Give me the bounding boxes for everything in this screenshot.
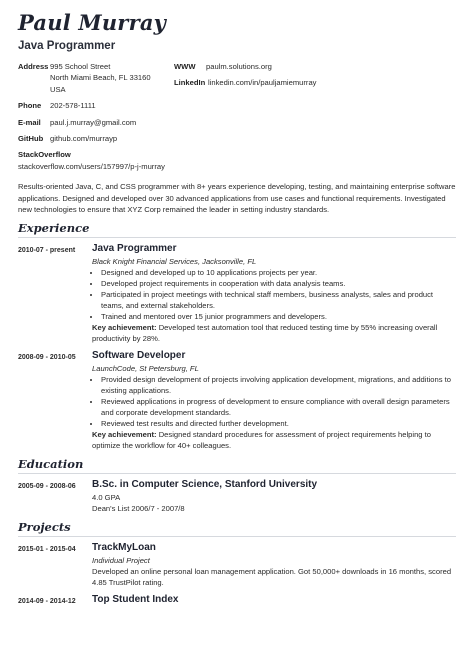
bullet-item: • Trained and mentored over 15 junior programmers and developers. xyxy=(101,311,456,322)
linkedin-value[interactable]: linkedin.com/in/pauljamiemurray xyxy=(208,78,317,88)
linkedin-label: LinkedIn xyxy=(174,78,206,88)
entry-body xyxy=(92,541,456,588)
candidate-name: Paul Murray xyxy=(18,10,167,35)
experience-entry xyxy=(18,242,456,344)
entry-date: 2015-01 - 2015-04 xyxy=(18,546,76,554)
www-label: WWW xyxy=(174,62,196,71)
entry-bullets xyxy=(92,267,456,322)
key-achievement-text: Developed test automation tool that reduced testing time by 55% increasing overall productivity by 28%. xyxy=(92,323,438,344)
contact-left-column xyxy=(18,61,174,172)
bullet-item: • Participated in project meetings with technical staff members, business analysts, sales and product teams, and external stakeholders. xyxy=(101,289,456,311)
bullet-item: • Developed project requirements in cooperation with data analysis teams. xyxy=(101,278,456,289)
entry-company: Black Knight Financial Services, Jacksonville, FL xyxy=(92,257,257,267)
stackoverflow-value[interactable]: stackoverflow.com/users/157997/p-j-murray xyxy=(18,161,165,171)
summary-paragraph: Results-oriented Java, C, and CSS programmer with 8+ years experience developing, testing, and maintaining enterprise software applications. Designed and developed over 30 advanced applications from use cases and functional requirements. Investigated new technologies to ensure that XYZ Corp remained the leader in setting industry standards. xyxy=(18,182,456,215)
section-divider xyxy=(18,473,456,474)
bullet-item: • Reviewed applications in progress of development to ensure compliance with overall design parameters and corporate development standards. xyxy=(101,396,456,418)
entry-title: TrackMyLoan xyxy=(92,542,156,554)
key-achievement-label: Key achievement: xyxy=(92,430,157,440)
stackoverflow-label: StackOverflow xyxy=(18,150,71,160)
contact-right-column xyxy=(174,61,456,172)
bullet-item: • Provided design development of projects involving application development, migrations, and additions to existing applications. xyxy=(101,374,456,396)
key-achievement-text: Designed standard procedures for assessment of project requirements helping to optimize the workflow for 40+ colleagues. xyxy=(92,430,431,451)
github-value[interactable]: github.com/murrayp xyxy=(50,134,118,144)
key-achievement-label: Key achievement: xyxy=(92,323,157,333)
entry-date: 2010-07 - present xyxy=(18,247,76,255)
github-row xyxy=(18,133,174,144)
stackoverflow-row xyxy=(18,149,174,172)
entry-body xyxy=(92,478,456,514)
project-entry xyxy=(18,593,456,607)
linkedin-row xyxy=(174,77,456,88)
experience-entry xyxy=(18,349,456,451)
address-line: USA xyxy=(50,84,66,94)
section-divider xyxy=(18,536,456,537)
entry-company: LaunchCode, St Petersburg, FL xyxy=(92,364,199,374)
entry-date: 2005-09 - 2008-06 xyxy=(18,483,76,491)
education-line: Dean's List 2006/7 - 2007/8 xyxy=(92,504,185,514)
entry-title: Top Student Index xyxy=(92,594,179,606)
address-line: North Miami Beach, FL 33160 xyxy=(50,73,151,83)
entry-body xyxy=(92,242,456,344)
address-line: 995 School Street xyxy=(50,62,111,71)
key-achievement xyxy=(92,429,456,451)
education-heading: Education xyxy=(18,457,84,472)
candidate-role: Java Programmer xyxy=(18,40,116,52)
projects-heading: Projects xyxy=(18,520,71,535)
education-entry xyxy=(18,478,456,514)
project-description: Developed an online personal loan management application. Got 50,000+ downloads in 16 months, scored 4.85 TrustPilot rating. xyxy=(92,567,452,588)
entry-title: Java Programmer xyxy=(92,243,177,255)
entry-body xyxy=(92,349,456,451)
entry-title: B.Sc. in Computer Science, Stanford University xyxy=(92,479,318,491)
entry-date: 2014-09 - 2014-12 xyxy=(18,598,76,606)
email-value[interactable]: paul.j.murray@gmail.com xyxy=(50,117,137,127)
www-value[interactable]: paulm.solutions.org xyxy=(206,62,272,71)
bullet-item: • Designed and developed up to 10 applications projects per year. xyxy=(101,267,456,278)
entry-title: Software Developer xyxy=(92,350,186,362)
address-label: Address xyxy=(18,62,49,71)
www-row xyxy=(174,61,456,72)
email-label: E-mail xyxy=(18,117,41,127)
entry-body xyxy=(92,593,456,607)
address-row xyxy=(18,61,174,95)
key-achievement xyxy=(92,322,456,344)
github-label: GitHub xyxy=(18,134,44,144)
phone-value: 202-578-1111 xyxy=(50,101,96,111)
project-type: Individual Project xyxy=(92,556,150,566)
section-divider xyxy=(18,237,456,238)
address-value xyxy=(50,61,151,95)
entry-date: 2008-09 - 2010-05 xyxy=(18,354,76,362)
phone-label: Phone xyxy=(18,101,42,111)
education-line: 4.0 GPA xyxy=(92,493,121,503)
phone-row xyxy=(18,100,174,111)
bullet-item: • Reviewed test results and directed further development. xyxy=(101,418,456,429)
contact-block xyxy=(18,61,456,172)
entry-bullets xyxy=(92,374,456,429)
experience-heading: Experience xyxy=(18,221,90,236)
project-entry xyxy=(18,541,456,588)
email-row xyxy=(18,117,174,128)
